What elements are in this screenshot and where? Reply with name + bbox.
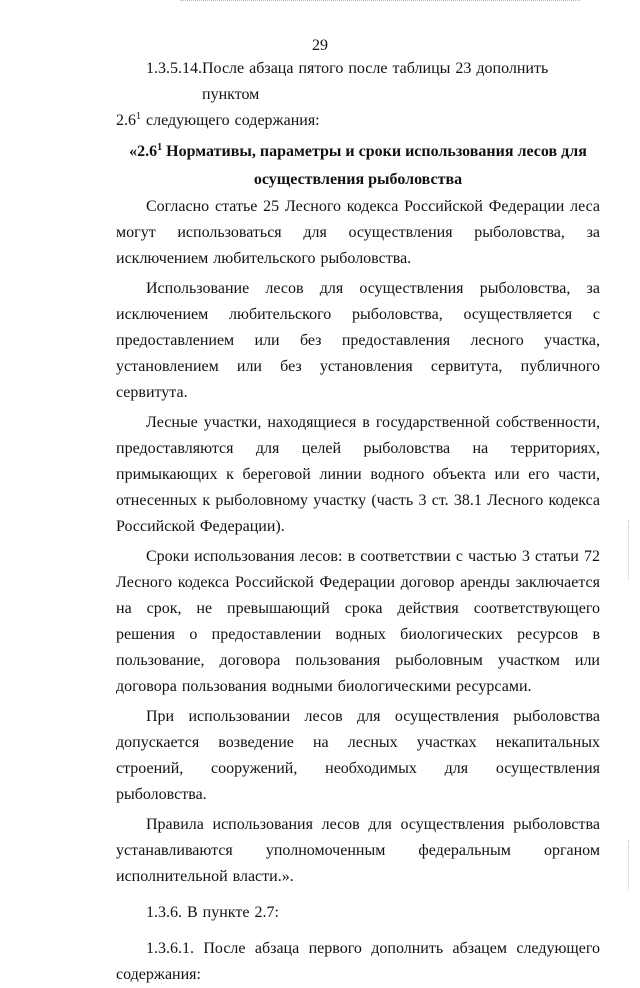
- paragraph-1: Согласно статье 25 Лесного кодекса Российской Федерации леса могут использоваться для осуществления рыболовства, за исключением любительского рыболовства.: [116, 198, 600, 267]
- item-number: 1.3.5.14.: [146, 60, 202, 77]
- item-1-3-6: 1.3.6. В пункте 2.7:: [146, 904, 279, 921]
- word: рыболовства,: [352, 306, 443, 323]
- item-text: После абзаца пятого после таблицы 23 дополнить пунктом: [202, 60, 549, 103]
- item-1-3-5-14-line1: [116, 56, 600, 108]
- word: любительского: [229, 306, 332, 323]
- point-ref: 2.6: [116, 112, 136, 129]
- word: рыболовства,: [479, 280, 571, 297]
- paragraph-6-rest: устанавливаются уполномоченным федеральным органом исполнительной власти.».: [116, 842, 600, 885]
- item-number: 1.3.6.1.: [146, 940, 194, 957]
- word: осуществления: [400, 816, 505, 833]
- word: за: [586, 280, 600, 297]
- word: осуществляется: [463, 306, 573, 323]
- word: для: [319, 280, 344, 297]
- heading-line-2: осуществления рыболовства: [253, 171, 463, 188]
- paragraph-3: Лесные участки, находящиеся в государственной собственности, предоставляются для целей рыболовства на территориях, примыкающих к береговой линии водного объекта или его части, отнесенных к рыболовному участку (часть 3 ст. 38.1 Лесного кодекса Российской Федерации).: [116, 414, 600, 535]
- word: для: [368, 816, 392, 833]
- document-body: [116, 56, 600, 988]
- word: использования: [212, 816, 313, 833]
- word: с: [592, 306, 600, 323]
- point-ref-text: следующего содержания:: [141, 112, 320, 129]
- paragraph-2-rest: предоставлением или без предоставления лесного участка, установлением или без установления сервитута, публичного сервитута.: [116, 332, 600, 401]
- word: исключением: [116, 306, 209, 323]
- paragraph-5-rest: допускается возведение на лесных участках некапитальных строений, сооружений, необходимых для осуществления рыболовства.: [116, 734, 600, 803]
- word: для: [357, 708, 381, 725]
- paragraph-2-line1: [116, 276, 600, 302]
- item-1-3-6-1-line1: [116, 936, 600, 962]
- word: следующего: [516, 940, 600, 957]
- word: абзацем: [452, 940, 507, 957]
- word: После: [203, 940, 246, 957]
- word: рыболовства: [513, 708, 600, 725]
- word: осуществления: [394, 708, 499, 725]
- scan-right-edge: [628, 520, 630, 580]
- word: использовании: [188, 708, 291, 725]
- heading-line-1: Нормативы, параметры и сроки использования лесов для: [162, 143, 587, 160]
- point-ref-superscript: 1: [136, 111, 141, 122]
- scan-right-edge-lower: [628, 840, 630, 890]
- word: Использование: [146, 280, 250, 297]
- section-heading: [116, 138, 600, 194]
- item-1-3-6-1-line2: содержания:: [116, 966, 201, 983]
- word: Правила: [146, 816, 204, 833]
- page-number: 29: [312, 37, 328, 54]
- paragraph-4: Сроки использования лесов: в соответствии с частью 3 статьи 72 Лесного кодекса Российской Федерации договор аренды заключается на срок, не превышающий срока действия соответствующего решения о предоставлении водных биологических ресурсов в пользование, договора пользования рыболовным участком или договора пользования водными биологическими ресурсами.: [116, 548, 600, 695]
- word: лесов: [321, 816, 360, 833]
- word: осуществления: [359, 280, 464, 297]
- word: лесов: [304, 708, 343, 725]
- paragraph-2-line2: [116, 302, 600, 328]
- word: рыболовства: [513, 816, 600, 833]
- word: лесов: [265, 280, 304, 297]
- word: При: [146, 708, 175, 725]
- word: абзаца: [254, 940, 300, 957]
- scan-top-edge: [180, 0, 580, 1]
- paragraph-6-line1: [116, 812, 600, 838]
- word: дополнить: [371, 940, 444, 957]
- paragraph-5-line1: [116, 704, 600, 730]
- item-1-3-5-14-line2: [116, 108, 600, 134]
- heading-superscript: 1: [157, 142, 163, 153]
- word: первого: [308, 940, 362, 957]
- heading-number: «2.6: [129, 143, 158, 160]
